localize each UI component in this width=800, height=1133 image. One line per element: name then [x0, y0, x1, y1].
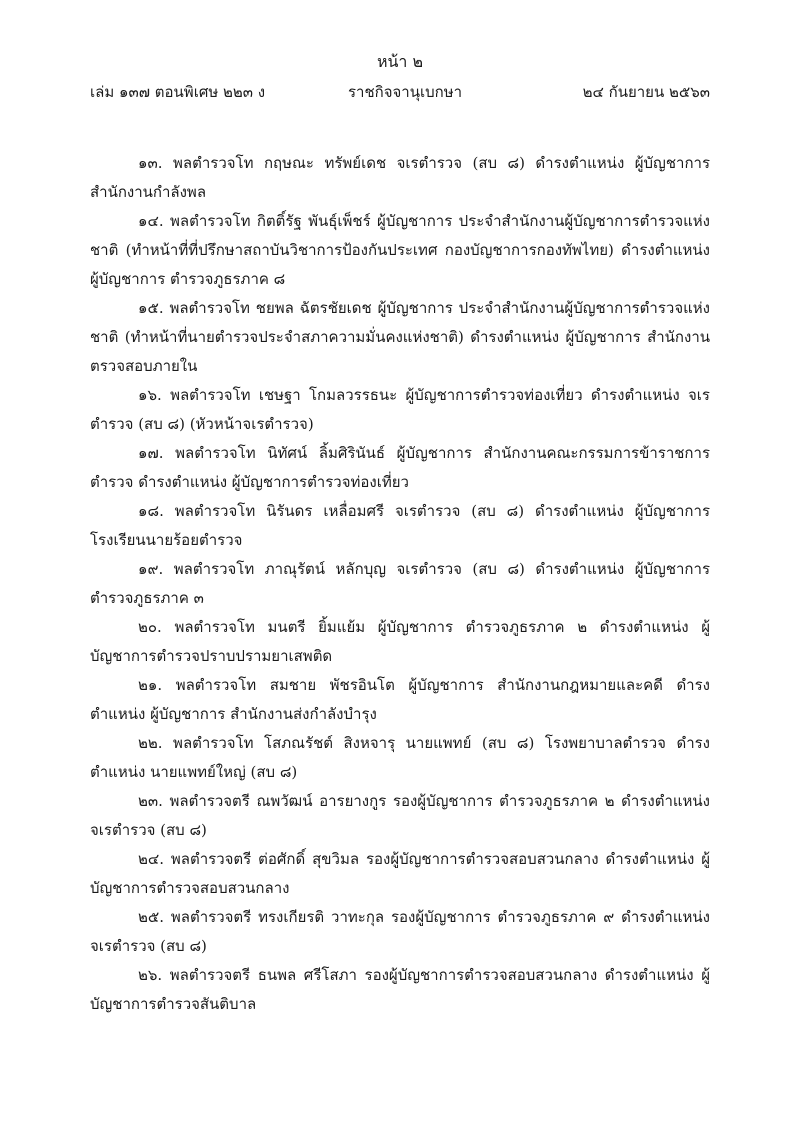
appointment-entry-25: ๒๕. พลตำรวจตรี ทรงเกียรติ วาทะกุล รองผู้บัญชาการ ตำรวจภูธรภาค ๙ ดำรงตำแหน่ง จเรตำรวจ (สบ ๘)	[90, 908, 710, 955]
appointment-entry-22: ๒๒. พลตำรวจโท โสภณรัชต์ สิงหจารุ นายแพทย์ (สบ ๘) โรงพยาบาลตำรวจ ดำรงตำแหน่ง นายแพทย์ใหญ่ (สบ ๘)	[90, 734, 710, 781]
appointment-entry-13: ๑๓. พลตำรวจโท กฤษณะ ทรัพย์เดช จเรตำรวจ (สบ ๘) ดำรงตำแหน่ง ผู้บัญชาการ สำนักงานกำลังพล	[90, 154, 710, 201]
appointment-entry-24: ๒๔. พลตำรวจตรี ต่อศักดิ์ สุขวิมล รองผู้บัญชาการตำรวจสอบสวนกลาง ดำรงตำแหน่ง ผู้บัญชาการตำรวจสอบสวนกลาง	[90, 850, 710, 897]
appointment-entry-21: ๒๑. พลตำรวจโท สมชาย พัชรอินโต ผู้บัญชาการ สำนักงานกฎหมายและคดี ดำรงตำแหน่ง ผู้บัญชาการ สำนักงานส่งกำลังบำรุง	[90, 676, 710, 723]
appointment-entry-17: ๑๗. พลตำรวจโท นิทัศน์ ลิ้มศิรินันธ์ ผู้บัญชาการ สำนักงานคณะกรรมการข้าราชการตำรวจ ดำรงตำแหน่ง ผู้บัญชาการตำรวจท่องเที่ยว	[90, 444, 710, 491]
appointment-entry-26: ๒๖. พลตำรวจตรี ธนพล ศรีโสภา รองผู้บัญชาการตำรวจสอบสวนกลาง ดำรงตำแหน่ง ผู้บัญชาการตำรวจสันติบาล	[90, 966, 710, 1013]
appointment-list	[90, 149, 710, 1019]
appointment-entry-19: ๑๙. พลตำรวจโท ภาณุรัตน์ หลักบุญ จเรตำรวจ (สบ ๘) ดำรงตำแหน่ง ผู้บัญชาการ ตำรวจภูธรภาค ๓	[90, 560, 710, 607]
appointment-entry-23: ๒๓. พลตำรวจตรี ณพวัฒน์ อารยางกูร รองผู้บัญชาการ ตำรวจภูธรภาค ๒ ดำรงตำแหน่ง จเรตำรวจ (สบ ๘)	[90, 792, 710, 839]
page-number: หน้า ๒	[376, 52, 424, 71]
appointment-entry-20: ๒๐. พลตำรวจโท มนตรี ยิ้มแย้ม ผู้บัญชาการ ตำรวจภูธรภาค ๒ ดำรงตำแหน่ง ผู้บัญชาการตำรวจปราบปรามยาเสพติด	[90, 618, 710, 665]
publication-name: ราชกิจจานุเบกษา	[347, 83, 463, 101]
appointment-entry-18: ๑๘. พลตำรวจโท นิรันดร เหลื่อมศรี จเรตำรวจ (สบ ๘) ดำรงตำแหน่ง ผู้บัญชาการ โรงเรียนนายร้อยตำรวจ	[90, 502, 710, 549]
publication-date: ๒๔ กันยายน ๒๕๖๓	[582, 83, 710, 101]
appointment-entry-15: ๑๕. พลตำรวจโท ชยพล ฉัตรชัยเดช ผู้บัญชาการ ประจำสำนักงานผู้บัญชาการตำรวจแห่งชาติ (ทำหน้าที่นายตำรวจประจำสภาความมั่นคงแห่งชาติ) ดำรงตำแหน่ง ผู้บัญชาการ สำนักงานตรวจสอบภายใน	[90, 299, 710, 375]
appointment-entry-16: ๑๖. พลตำรวจโท เชษฐา โกมลวรรธนะ ผู้บัญชาการตำรวจท่องเที่ยว ดำรงตำแหน่ง จเรตำรวจ (สบ ๘) (หัวหน้าจเรตำรวจ)	[90, 386, 710, 433]
volume-info: เล่ม ๑๓๗ ตอนพิเศษ ๒๒๓ ง	[90, 83, 266, 101]
gazette-header	[90, 80, 710, 102]
appointment-entry-14: ๑๔. พลตำรวจโท กิตติ์รัฐ พันธุ์เพ็ชร์ ผู้บัญชาการ ประจำสำนักงานผู้บัญชาการตำรวจแห่งชาติ (ทำหน้าที่ที่ปรึกษาสถาบันวิชาการป้องกันประเทศ กองบัญชาการกองทัพไทย) ดำรงตำแหน่ง ผู้บัญชาการ ตำรวจภูธรภาค ๘	[90, 212, 710, 288]
